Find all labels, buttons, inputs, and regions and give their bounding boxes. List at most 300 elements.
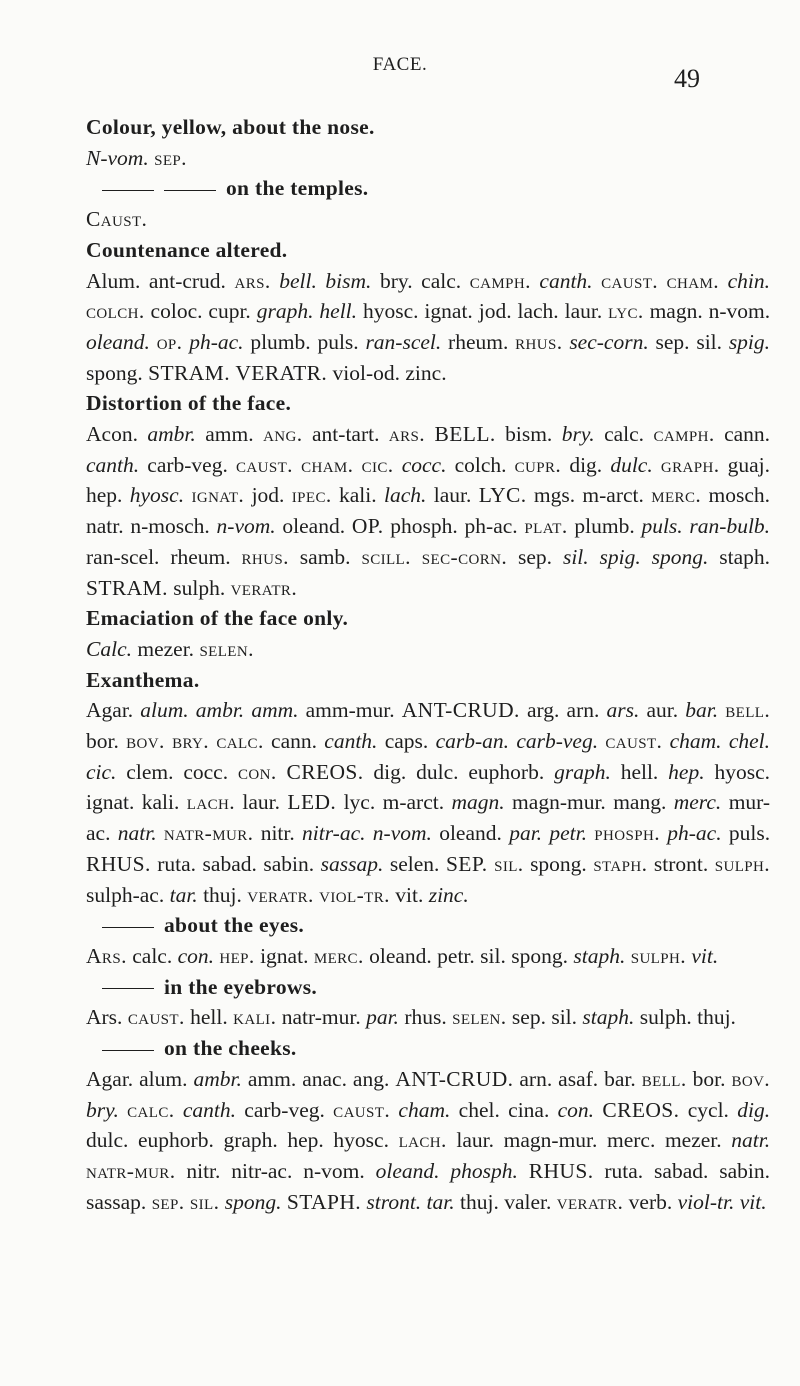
remedy: calc. — [421, 268, 462, 293]
remedy: graph. — [660, 452, 720, 477]
remedy: spong. — [511, 943, 568, 968]
remedy: cham. — [398, 1097, 451, 1122]
remedy: hyosc. — [714, 759, 770, 784]
remedy: caust. — [601, 268, 659, 293]
remedy: rheum. — [448, 329, 509, 354]
remedy: ignat. — [191, 483, 245, 508]
remedy: natr-mur. — [163, 821, 254, 846]
remedy: hell. — [620, 759, 659, 784]
remedy: bry. — [172, 729, 210, 754]
remedy: caust. — [333, 1097, 391, 1122]
remedy: mezer. — [664, 1128, 722, 1153]
remedy: magn-mur. — [512, 790, 606, 815]
ditto-dash — [164, 190, 216, 191]
section-heading — [86, 972, 770, 1003]
remedy: verb. — [628, 1189, 673, 1214]
remedy: cina. — [508, 1097, 550, 1122]
remedy: carb-veg. — [516, 729, 599, 754]
remedy: bism. — [325, 268, 372, 293]
remedy: hep. — [287, 1128, 324, 1153]
remedy: vit. — [739, 1189, 767, 1214]
remedy: camph. — [653, 422, 715, 447]
remedy: merc. — [313, 943, 364, 968]
remedy: arg. — [526, 698, 560, 723]
remedy: magn-mur. — [503, 1128, 598, 1153]
remedy: SEP. — [445, 851, 488, 876]
remedy: Caust. — [86, 207, 148, 232]
section-heading-text: Distortion of the face. — [86, 391, 292, 416]
remedy: m-arct. — [582, 483, 644, 508]
remedy: chin. — [727, 268, 770, 293]
remedy: colch. — [454, 452, 507, 477]
remedy: cic. — [361, 452, 394, 477]
section-heading — [86, 603, 770, 634]
remedy: viol-od. — [332, 360, 401, 385]
remedy-list — [86, 941, 770, 972]
remedy: hep. — [668, 759, 705, 784]
ditto-dash — [102, 927, 154, 928]
remedy-list — [86, 143, 770, 174]
remedy: spig. — [728, 329, 771, 354]
remedy: ran-scel. — [86, 544, 160, 569]
remedy: sassap. — [320, 851, 384, 876]
remedy: oleand. — [86, 329, 150, 354]
remedy: sabad. — [202, 851, 257, 876]
repertory-content — [86, 112, 770, 1217]
remedy: LYC. — [478, 483, 527, 508]
remedy: spong. — [86, 360, 143, 385]
remedy: bov. — [731, 1066, 771, 1091]
remedy: sil. — [551, 1005, 578, 1030]
remedy: dulc. — [416, 759, 459, 784]
remedy: lyc. — [608, 299, 644, 324]
remedy: ANT-CRUD. — [401, 698, 520, 723]
remedy: samb. — [299, 544, 351, 569]
remedy: zinc. — [405, 360, 447, 385]
remedy: ran-scel. — [365, 329, 442, 354]
remedy: bell. — [641, 1066, 687, 1091]
remedy: cham. — [666, 268, 720, 293]
remedy: con. — [237, 759, 277, 784]
remedy: oleand. — [369, 943, 432, 968]
ditto-dash — [102, 1050, 154, 1051]
remedy-list — [86, 266, 770, 389]
remedy: thuj. — [697, 1005, 736, 1030]
remedy: bell. — [279, 268, 317, 293]
remedy: canth. — [182, 1097, 236, 1122]
remedy: bor. — [692, 1066, 726, 1091]
remedy: scill. — [361, 544, 411, 569]
remedy: calc. — [127, 1097, 175, 1122]
remedy: hep. — [219, 943, 255, 968]
remedy: merc. — [607, 1128, 656, 1153]
remedy: ant-crud. — [148, 268, 226, 293]
remedy: oleand. — [439, 821, 502, 846]
remedy: nitr. — [260, 821, 295, 846]
remedy: hyosc. — [362, 299, 419, 324]
remedy: dulc. — [610, 452, 653, 477]
remedy: sassap. — [86, 1189, 147, 1214]
section-heading — [86, 1033, 770, 1064]
remedy: staph. — [593, 851, 648, 876]
remedy: bry. — [86, 1097, 119, 1122]
remedy: sil. — [480, 943, 506, 968]
remedy: dig. — [569, 452, 603, 477]
remedy: sep. — [151, 1189, 185, 1214]
remedy: BELL. — [434, 422, 496, 447]
remedy: VERATR. — [235, 360, 328, 385]
remedy: puls. — [641, 514, 683, 539]
remedy: cham. — [301, 452, 354, 477]
remedy: ars. — [234, 268, 271, 293]
ditto-dash — [102, 988, 154, 989]
remedy: sec-corn. — [421, 544, 508, 569]
remedy: nitr-ac. — [231, 1158, 293, 1183]
remedy: amm-mur. — [305, 698, 395, 723]
remedy: carb-veg. — [244, 1097, 325, 1122]
remedy: sulph-ac. — [86, 882, 165, 907]
remedy: Ars. — [86, 1005, 123, 1030]
remedy: sulph. — [630, 943, 686, 968]
remedy: vit. — [395, 882, 424, 907]
remedy: sabin. — [263, 851, 315, 876]
remedy: phosph. — [390, 514, 458, 539]
remedy-list — [86, 1002, 770, 1033]
remedy: thuj. — [460, 1189, 499, 1214]
remedy: con. — [557, 1097, 595, 1122]
remedy: sep. — [655, 329, 690, 354]
remedy: plumb. — [574, 514, 635, 539]
remedy: tar. — [426, 1189, 455, 1214]
remedy: magn. — [649, 299, 703, 324]
remedy: camph. — [469, 268, 531, 293]
remedy: bor. — [86, 729, 119, 754]
remedy: alum. — [140, 698, 189, 723]
running-header: FACE. — [372, 54, 428, 75]
page-number: 49 — [674, 64, 700, 93]
remedy: ipec. — [291, 483, 332, 508]
remedy: cic. — [86, 759, 117, 784]
remedy: cocc. — [183, 759, 229, 784]
remedy: bell. — [725, 698, 771, 723]
section-heading — [86, 388, 770, 419]
remedy: puls. — [317, 329, 359, 354]
section-heading-text: in the eyebrows. — [164, 974, 318, 999]
remedy: bar. — [685, 698, 719, 723]
remedy: selen. — [452, 1005, 507, 1030]
remedy: bry. — [561, 422, 595, 447]
remedy: phosph. — [450, 1158, 518, 1183]
remedy: natr-mur. — [86, 1158, 176, 1183]
remedy: graph. — [256, 299, 314, 324]
remedy: arn. — [566, 698, 600, 723]
remedy: ran-bulb. — [689, 514, 771, 539]
remedy: ruta. — [157, 851, 197, 876]
section-heading — [86, 235, 770, 266]
remedy: selen. — [199, 636, 254, 661]
remedy: graph. — [223, 1128, 278, 1153]
section-heading-text: Emaciation of the face only. — [86, 606, 349, 631]
remedy: nitr. — [186, 1158, 221, 1183]
remedy: RHUS. — [86, 851, 151, 876]
remedy: guaj. — [727, 452, 770, 477]
remedy: canth. — [539, 268, 593, 293]
remedy: ruta. — [604, 1158, 644, 1183]
remedy: STRAM. — [148, 360, 230, 385]
remedy: bar. — [604, 1066, 636, 1091]
remedy: cocc. — [401, 452, 447, 477]
remedy: natr-mur. — [281, 1005, 361, 1030]
remedy: n-vom. — [216, 514, 276, 539]
remedy: STAPH. — [286, 1189, 362, 1214]
remedy: euphorb. — [138, 1128, 214, 1153]
section-heading-text: on the temples. — [226, 176, 369, 201]
remedy: laur. — [564, 299, 603, 324]
remedy: sep. — [511, 1005, 546, 1030]
section-heading — [86, 665, 770, 696]
remedy: rheum. — [170, 544, 231, 569]
remedy: Ars. — [86, 943, 127, 968]
remedy: CREOS. — [602, 1097, 680, 1122]
remedy: caust. — [235, 452, 293, 477]
remedy: jod. — [478, 299, 512, 324]
remedy: nitr-ac. — [302, 821, 366, 846]
remedy: dig. — [737, 1097, 771, 1122]
section-heading — [86, 173, 770, 204]
remedy: ph-ac. — [667, 821, 722, 846]
remedy: mur-ac. — [86, 790, 771, 846]
remedy: sil. — [494, 851, 524, 876]
remedy: carb-veg. — [147, 452, 228, 477]
remedy: ars. — [388, 422, 426, 447]
remedy: valer. — [504, 1189, 552, 1214]
remedy: hyosc. — [129, 483, 185, 508]
remedy: ambr. — [193, 1066, 242, 1091]
remedy: mosch. — [708, 483, 770, 508]
remedy: cupr. — [208, 299, 251, 324]
remedy: laur. — [242, 790, 281, 815]
remedy-list — [86, 634, 770, 665]
remedy: n-vom. — [303, 1158, 365, 1183]
remedy: lach. — [398, 1128, 447, 1153]
remedy: Acon. — [86, 422, 138, 447]
remedy: con. — [177, 943, 215, 968]
remedy: bry. — [379, 268, 413, 293]
remedy: anac. — [302, 1066, 347, 1091]
remedy: puls. — [728, 821, 771, 846]
remedy: staph. — [573, 943, 626, 968]
remedy: laur. — [433, 483, 472, 508]
remedy: magn. — [451, 790, 505, 815]
remedy: hyosc. — [333, 1128, 389, 1153]
remedy: coloc. — [150, 299, 203, 324]
remedy: N-vom. — [86, 145, 149, 170]
remedy: hell. — [319, 299, 358, 324]
remedy: dulc. — [86, 1128, 129, 1153]
remedy: n-vom. — [372, 821, 432, 846]
section-heading — [86, 112, 770, 143]
remedy: sil. — [696, 329, 723, 354]
remedy: staph. — [719, 544, 771, 569]
remedy: sec-corn. — [569, 329, 649, 354]
remedy: par. — [366, 1005, 399, 1030]
remedy: CREOS. — [286, 759, 364, 784]
remedy: sep. — [518, 544, 553, 569]
remedy: clem. — [126, 759, 174, 784]
remedy: rhus. — [404, 1005, 447, 1030]
remedy: ant-tart. — [312, 422, 380, 447]
remedy: canth. — [324, 729, 378, 754]
remedy: ars. — [606, 698, 640, 723]
remedy: amm. — [247, 1066, 297, 1091]
remedy: natr. — [117, 821, 157, 846]
remedy: Agar. — [86, 1066, 134, 1091]
remedy: cycl. — [687, 1097, 729, 1122]
remedy: amm. — [251, 698, 299, 723]
remedy: zinc. — [428, 882, 469, 907]
remedy: RHUS. — [528, 1158, 594, 1183]
remedy: kali. — [141, 790, 180, 815]
remedy: ANT-CRUD. — [395, 1066, 514, 1091]
remedy: oleand. — [375, 1158, 440, 1183]
remedy: sil. — [562, 544, 589, 569]
remedy: veratr. — [230, 575, 298, 600]
remedy: sulph. — [639, 1005, 692, 1030]
section-heading-text: on the cheeks. — [164, 1036, 297, 1061]
remedy: merc. — [651, 483, 702, 508]
remedy: mang. — [613, 790, 667, 815]
remedy: veratr. — [556, 1189, 624, 1214]
remedy: caust. — [605, 729, 663, 754]
remedy: mezer. — [137, 636, 195, 661]
remedy: lach. — [517, 299, 559, 324]
remedy: Agar. — [86, 698, 134, 723]
remedy: kali. — [233, 1005, 277, 1030]
remedy: lach. — [186, 790, 235, 815]
remedy: spig. — [599, 544, 641, 569]
remedy: m-arct. — [382, 790, 445, 815]
remedy: sabin. — [719, 1158, 771, 1183]
remedy: rhus. — [515, 329, 563, 354]
section-heading — [86, 910, 770, 941]
remedy-list — [86, 204, 770, 235]
remedy: viol-tr. — [677, 1189, 735, 1214]
remedy: ang. — [263, 422, 303, 447]
remedy: cann. — [271, 729, 317, 754]
remedy-list — [86, 1064, 770, 1218]
remedy: chel. — [728, 729, 771, 754]
remedy: thuj. — [203, 882, 242, 907]
remedy: euphorb. — [468, 759, 545, 784]
remedy: staph. — [582, 1005, 635, 1030]
remedy: calc. — [132, 943, 173, 968]
remedy: asaf. — [558, 1066, 599, 1091]
section-heading-text: Exanthema. — [86, 667, 200, 692]
remedy: calc. — [216, 729, 264, 754]
remedy: merc. — [673, 790, 722, 815]
remedy: aur. — [646, 698, 679, 723]
remedy: sulph. — [714, 851, 771, 876]
remedy: rhus. — [241, 544, 289, 569]
remedy: alum. — [139, 1066, 188, 1091]
remedy: viol-tr. — [319, 882, 390, 907]
remedy-list — [86, 419, 770, 603]
section-heading-text: Colour, yellow, about the nose. — [86, 115, 375, 139]
remedy: LED. — [287, 790, 337, 815]
remedy: graph. — [554, 759, 611, 784]
remedy: stront. — [653, 851, 709, 876]
remedy: selen. — [389, 851, 440, 876]
remedy: oleand. — [282, 514, 346, 539]
remedy: laur. — [456, 1128, 495, 1153]
remedy: chel. — [458, 1097, 500, 1122]
remedy: colch. — [86, 299, 145, 324]
remedy: carb-an. — [435, 729, 510, 754]
ditto-dash — [102, 190, 154, 191]
remedy: ph-ac. — [189, 329, 244, 354]
remedy: calc. — [604, 422, 645, 447]
remedy: petr. — [549, 821, 587, 846]
remedy: spong. — [224, 1189, 282, 1214]
remedy: phosph. — [594, 821, 660, 846]
remedy: kali. — [339, 483, 377, 508]
remedy: ignat. — [86, 790, 135, 815]
remedy: veratr. — [247, 882, 314, 907]
remedy: hep. — [86, 483, 123, 508]
remedy: caps. — [384, 729, 429, 754]
remedy: lach. — [383, 483, 427, 508]
remedy: lyc. — [343, 790, 376, 815]
remedy: natr. — [86, 514, 124, 539]
remedy: STRAM. — [86, 575, 168, 600]
remedy: par. — [509, 821, 543, 846]
remedy: cann. — [724, 422, 771, 447]
section-heading-text: about the eyes. — [164, 913, 305, 938]
remedy: ignat. — [260, 943, 309, 968]
remedy: cham. — [669, 729, 722, 754]
remedy: caust. — [127, 1005, 185, 1030]
remedy: Alum. — [86, 268, 141, 293]
remedy: ambr. — [147, 422, 196, 447]
remedy: jod. — [251, 483, 285, 508]
remedy: plat. — [524, 514, 568, 539]
remedy: n-vom. — [708, 299, 771, 324]
remedy: arn. — [519, 1066, 553, 1091]
remedy: canth. — [86, 452, 140, 477]
remedy: mgs. — [533, 483, 576, 508]
remedy: tar. — [169, 882, 198, 907]
remedy: vit. — [691, 943, 719, 968]
remedy: stront. — [366, 1189, 422, 1214]
remedy: spong. — [651, 544, 709, 569]
remedy: cupr. — [514, 452, 562, 477]
remedy: ang. — [352, 1066, 390, 1091]
remedy: amm. — [205, 422, 254, 447]
remedy: petr. — [437, 943, 475, 968]
remedy: ignat. — [424, 299, 473, 324]
remedy: natr. — [731, 1128, 771, 1153]
remedy: ph-ac. — [464, 514, 518, 539]
remedy: dig. — [373, 759, 407, 784]
remedy: sulph. — [173, 575, 226, 600]
remedy: sep. — [154, 145, 187, 170]
remedy: sabad. — [654, 1158, 709, 1183]
remedy: OP. — [351, 514, 384, 539]
remedy: bov. — [126, 729, 165, 754]
section-heading-text: Countenance altered. — [86, 237, 288, 262]
remedy: sil. — [189, 1189, 220, 1214]
remedy: ambr. — [195, 698, 245, 723]
